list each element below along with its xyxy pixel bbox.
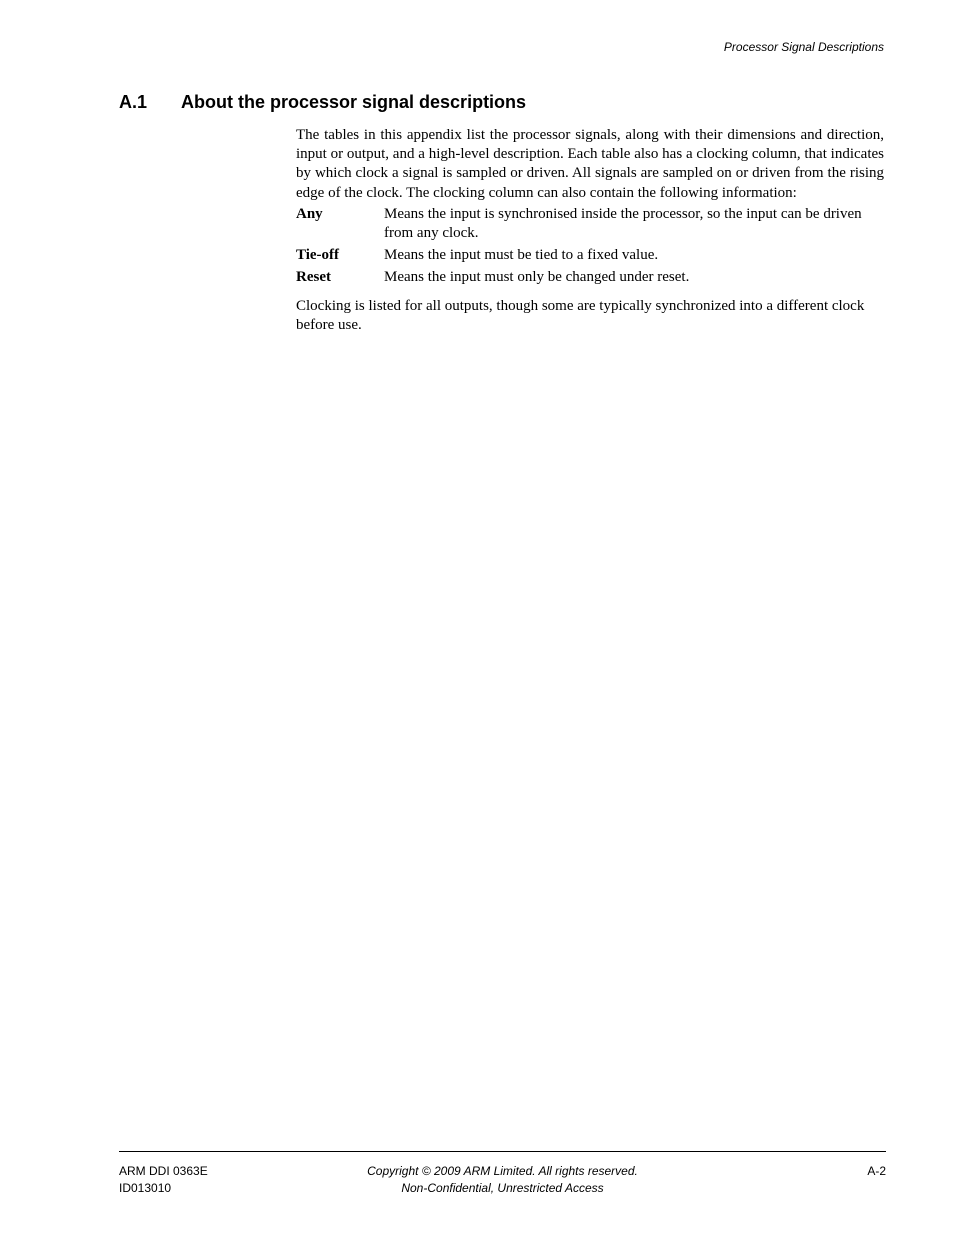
document-number: ARM DDI 0363E	[119, 1164, 208, 1178]
clocking-definitions-list	[296, 205, 884, 288]
definition-item	[296, 205, 884, 243]
section-number: A.1	[119, 92, 148, 112]
confidentiality-notice: Non-Confidential, Unrestricted Access	[401, 1180, 604, 1195]
footer-divider	[119, 1151, 886, 1152]
intro-paragraph: The tables in this appendix list the processor signals, along with their dimensions and direction, input or output, and a high-level description. Each table also has a clocking column, that indicates by which clock a signal is sampled or driven. All signals are sampled on or driven from the rising edge of the clock. The clocking column can also contain the following information:	[296, 127, 884, 201]
definition-description: Means the input must only be changed under reset.	[384, 269, 690, 286]
section-heading	[119, 92, 526, 113]
definition-description: Means the input is synchronised inside the processor, so the input can be driven from any clock.	[384, 205, 862, 242]
definition-term: Tie-off	[296, 247, 340, 264]
page-number: A-2	[867, 1164, 886, 1178]
section-body	[296, 126, 884, 335]
closing-paragraph: Clocking is listed for all outputs, though some are typically synchronized into a different clock before use.	[296, 297, 865, 333]
section-title: About the processor signal descriptions	[181, 92, 527, 112]
definition-item	[296, 268, 884, 287]
copyright-notice: Copyright © 2009 ARM Limited. All rights reserved.	[367, 1164, 638, 1178]
footer-legal	[119, 1163, 886, 1196]
definition-term: Reset	[296, 269, 331, 286]
definition-description: Means the input must be tied to a fixed value.	[384, 247, 659, 264]
running-header: Processor Signal Descriptions	[723, 40, 884, 54]
definition-term: Any	[296, 205, 323, 222]
document-id: ID013010	[119, 1180, 172, 1195]
definition-item	[296, 246, 884, 265]
